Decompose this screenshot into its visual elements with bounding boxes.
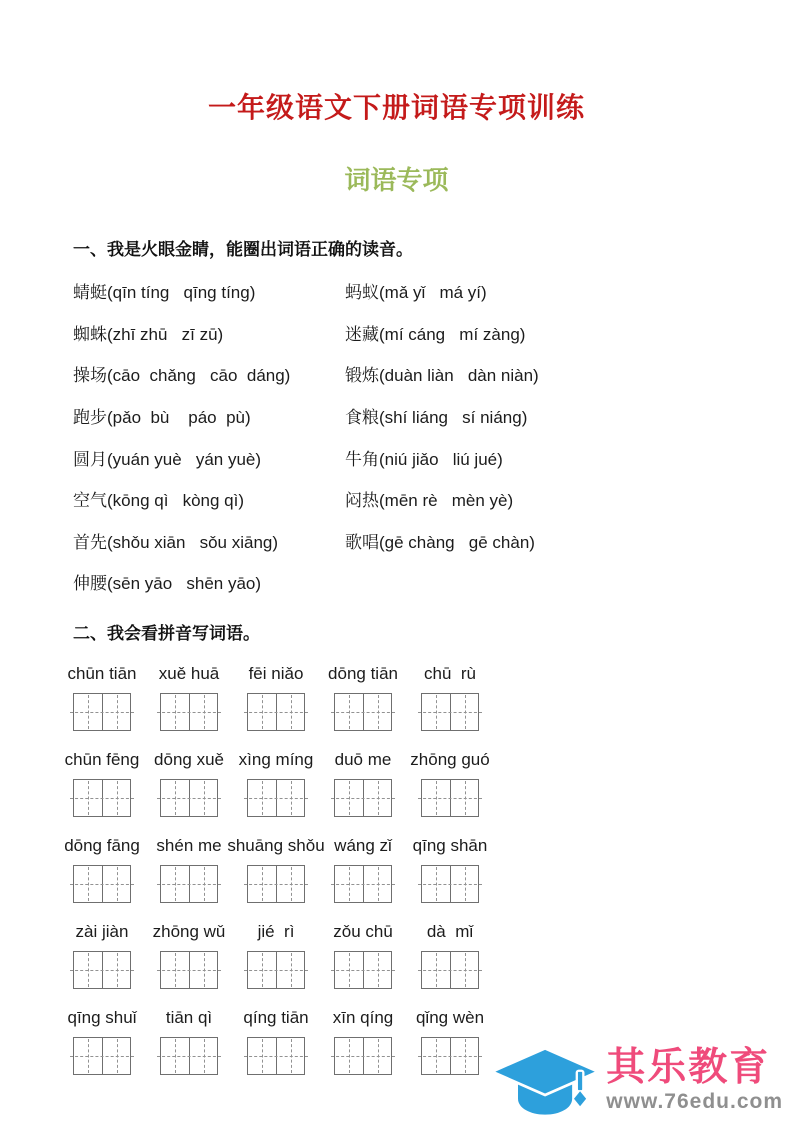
word-item: 牛角(niú jiǎo liú jué) bbox=[345, 449, 503, 469]
writing-cell bbox=[363, 952, 391, 988]
pinyin-item bbox=[67, 663, 137, 731]
pinyin-label: chū rù bbox=[424, 663, 476, 683]
writing-cell bbox=[248, 1038, 276, 1074]
pinyin-label: qīng shān bbox=[412, 835, 488, 855]
word-row bbox=[73, 436, 753, 478]
writing-cell bbox=[363, 1038, 391, 1074]
pinyin-label: dōng xuě bbox=[154, 749, 224, 769]
writing-grid bbox=[73, 951, 131, 989]
writing-cell bbox=[335, 1038, 363, 1074]
pinyin-item bbox=[247, 664, 305, 731]
pinyin-row bbox=[73, 922, 753, 989]
word-row bbox=[73, 520, 753, 562]
pinyin-label: wáng zǐ bbox=[334, 835, 392, 855]
writing-cell bbox=[276, 780, 304, 816]
pinyin-item bbox=[227, 835, 325, 903]
writing-cell bbox=[161, 952, 189, 988]
writing-cell bbox=[363, 694, 391, 730]
writing-cell bbox=[189, 1038, 217, 1074]
pinyin-row bbox=[64, 835, 753, 903]
pinyin-item bbox=[73, 922, 131, 989]
writing-cell bbox=[276, 952, 304, 988]
word-item: 锻炼(duàn liàn dàn niàn) bbox=[345, 366, 539, 386]
writing-cell bbox=[248, 780, 276, 816]
writing-cell bbox=[189, 952, 217, 988]
pinyin-item bbox=[156, 835, 222, 903]
writing-grid bbox=[421, 951, 479, 989]
word-item: 跑步(pǎo bù páo pù) bbox=[73, 408, 251, 428]
pinyin-item bbox=[334, 836, 392, 903]
pinyin-label: chūn fēng bbox=[64, 749, 140, 769]
pinyin-label: zhōng guó bbox=[410, 749, 490, 769]
writing-cell bbox=[422, 866, 450, 902]
pinyin-item bbox=[334, 1008, 392, 1075]
writing-cell bbox=[276, 694, 304, 730]
pinyin-item bbox=[415, 1007, 485, 1075]
pinyin-label: zhōng wǔ bbox=[152, 921, 226, 941]
word-item: 歌唱(gē chàng gē chàn) bbox=[345, 532, 535, 552]
word-item: 食粮(shí liáng sí niáng) bbox=[345, 408, 528, 428]
pinyin-item bbox=[421, 664, 479, 731]
pinyin-label: dà mǐ bbox=[426, 921, 474, 941]
writing-grid bbox=[247, 951, 305, 989]
word-item: 闷热(mēn rè mèn yè) bbox=[345, 491, 514, 511]
pinyin-writing-exercise bbox=[64, 663, 753, 1075]
pinyin-label: fēi niǎo bbox=[248, 663, 304, 683]
pinyin-item bbox=[64, 835, 140, 903]
pinyin-item bbox=[64, 749, 140, 817]
brand-text-block bbox=[606, 1047, 783, 1115]
pinyin-label: chūn tiān bbox=[67, 663, 137, 683]
page-title: 一年级语文下册词语专项训练 bbox=[207, 92, 585, 123]
pinyin-item bbox=[154, 749, 224, 817]
pinyin-item bbox=[67, 1007, 137, 1075]
pinyin-item bbox=[238, 749, 314, 817]
pinyin-item bbox=[412, 835, 488, 903]
writing-cell bbox=[276, 866, 304, 902]
writing-grid bbox=[160, 951, 218, 989]
pinyin-label: xuě huā bbox=[158, 663, 220, 683]
writing-cell bbox=[276, 1038, 304, 1074]
word-item: 蚂蚁(mǎ yǐ má yí) bbox=[345, 283, 487, 303]
pinyin-label: dōng tiān bbox=[328, 663, 398, 683]
writing-cell bbox=[450, 866, 478, 902]
writing-grid bbox=[247, 1037, 305, 1075]
writing-grid bbox=[334, 951, 392, 989]
writing-grid bbox=[160, 1037, 218, 1075]
writing-grid bbox=[421, 865, 479, 903]
writing-grid bbox=[160, 779, 218, 817]
writing-grid bbox=[334, 1037, 392, 1075]
writing-cell bbox=[74, 952, 102, 988]
writing-cell bbox=[450, 780, 478, 816]
word-row bbox=[73, 270, 753, 312]
writing-grid bbox=[160, 865, 218, 903]
writing-cell bbox=[335, 866, 363, 902]
section2-heading: 二、我会看拼音写词语。 bbox=[73, 623, 260, 643]
writing-cell bbox=[102, 866, 130, 902]
writing-cell bbox=[422, 780, 450, 816]
writing-cell bbox=[248, 694, 276, 730]
pinyin-item bbox=[152, 921, 226, 989]
writing-cell bbox=[74, 1038, 102, 1074]
writing-grid bbox=[73, 779, 131, 817]
writing-cell bbox=[102, 694, 130, 730]
word-item: 伸腰(sēn yāo shēn yāo) bbox=[73, 574, 262, 594]
brand-url: www.76edu.com bbox=[606, 1090, 783, 1113]
writing-cell bbox=[74, 780, 102, 816]
writing-grid bbox=[73, 1037, 131, 1075]
writing-grid bbox=[73, 865, 131, 903]
brand-name: 其乐教育 bbox=[606, 1046, 771, 1089]
word-item: 蜻蜓(qīn tíng qīng tíng) bbox=[73, 283, 256, 303]
pinyin-label: qǐng wèn bbox=[415, 1007, 485, 1027]
writing-cell bbox=[248, 952, 276, 988]
writing-grid bbox=[247, 693, 305, 731]
word-item: 空气(kōng qì kòng qì) bbox=[73, 491, 245, 511]
writing-cell bbox=[450, 952, 478, 988]
writing-grid bbox=[334, 865, 392, 903]
pinyin-label: duō me bbox=[334, 749, 392, 769]
writing-cell bbox=[102, 780, 130, 816]
writing-grid bbox=[334, 693, 392, 731]
word-item: 首先(shǒu xiān sǒu xiāng) bbox=[73, 532, 279, 552]
writing-cell bbox=[189, 694, 217, 730]
word-row bbox=[73, 312, 753, 354]
pinyin-label: tiān qì bbox=[165, 1007, 213, 1027]
writing-cell bbox=[363, 780, 391, 816]
writing-grid bbox=[247, 779, 305, 817]
pinyin-item bbox=[421, 922, 479, 989]
writing-cell bbox=[161, 1038, 189, 1074]
writing-cell bbox=[189, 780, 217, 816]
footer-brand-logo bbox=[490, 1042, 783, 1120]
writing-cell bbox=[422, 952, 450, 988]
pinyin-item bbox=[243, 1007, 309, 1075]
writing-grid bbox=[421, 1037, 479, 1075]
writing-cell bbox=[335, 952, 363, 988]
pinyin-row bbox=[67, 663, 753, 731]
pinyin-label: shén me bbox=[156, 835, 222, 855]
pinyin-item bbox=[328, 663, 398, 731]
word-item: 迷藏(mí cáng mí zàng) bbox=[345, 324, 526, 344]
writing-cell bbox=[102, 1038, 130, 1074]
pinyin-item bbox=[247, 922, 305, 989]
pinyin-label: zài jiàn bbox=[75, 921, 129, 941]
pinyin-row bbox=[64, 749, 753, 817]
page-subtitle: 词语专项 bbox=[344, 165, 449, 195]
writing-grid bbox=[421, 693, 479, 731]
writing-cell bbox=[422, 1038, 450, 1074]
writing-cell bbox=[422, 694, 450, 730]
writing-cell bbox=[450, 694, 478, 730]
writing-cell bbox=[161, 866, 189, 902]
pinyin-label: xīn qíng bbox=[332, 1007, 394, 1027]
writing-cell bbox=[161, 780, 189, 816]
writing-grid bbox=[421, 779, 479, 817]
word-item: 蜘蛛(zhī zhū zī zū) bbox=[73, 324, 224, 344]
pinyin-label: jié rì bbox=[257, 921, 295, 941]
word-row bbox=[73, 478, 753, 520]
writing-cell bbox=[102, 952, 130, 988]
graduation-cap-icon bbox=[490, 1042, 602, 1120]
pinyin-label: qíng tiān bbox=[243, 1007, 309, 1027]
writing-cell bbox=[74, 866, 102, 902]
pinyin-item bbox=[334, 922, 392, 989]
pinyin-item bbox=[160, 664, 218, 731]
writing-cell bbox=[248, 866, 276, 902]
pinyin-label: dōng fāng bbox=[64, 835, 140, 855]
pinyin-item bbox=[410, 749, 490, 817]
word-row bbox=[73, 561, 753, 603]
word-item: 操场(cāo chǎng cāo dáng) bbox=[73, 366, 291, 386]
pinyin-label: shuāng shǒu bbox=[227, 835, 325, 855]
pinyin-label: xìng míng bbox=[238, 749, 314, 769]
section1-heading: 一、我是火眼金睛，能圈出词语正确的读音。 bbox=[73, 240, 413, 259]
writing-cell bbox=[450, 1038, 478, 1074]
writing-cell bbox=[363, 866, 391, 902]
pinyin-label: qīng shuǐ bbox=[67, 1007, 137, 1027]
pinyin-label: zǒu chū bbox=[333, 921, 393, 941]
pinyin-item bbox=[160, 1008, 218, 1075]
word-row bbox=[73, 353, 753, 395]
section1-word-list bbox=[73, 270, 753, 603]
writing-cell bbox=[189, 866, 217, 902]
pinyin-item bbox=[334, 750, 392, 817]
writing-cell bbox=[335, 780, 363, 816]
writing-grid bbox=[334, 779, 392, 817]
writing-cell bbox=[74, 694, 102, 730]
writing-grid bbox=[247, 865, 305, 903]
writing-grid bbox=[73, 693, 131, 731]
word-row bbox=[73, 395, 753, 437]
writing-cell bbox=[335, 694, 363, 730]
writing-grid bbox=[160, 693, 218, 731]
word-item: 圆月(yuán yuè yán yuè) bbox=[73, 449, 262, 469]
writing-cell bbox=[161, 694, 189, 730]
